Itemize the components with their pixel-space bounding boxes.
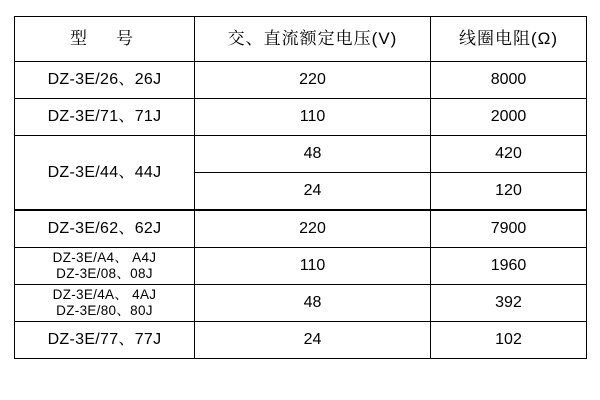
- cell-resistance: 392: [431, 285, 587, 322]
- table-row: [15, 285, 587, 322]
- cell-voltage: 220: [195, 62, 431, 99]
- cell-model: DZ-3E/44、44J: [15, 136, 195, 211]
- cell-voltage: 110: [195, 248, 431, 285]
- column-header-model: 型 号: [15, 17, 195, 62]
- cell-model: DZ-3E/62、62J: [15, 210, 195, 248]
- cell-voltage: 48: [195, 136, 431, 173]
- cell-resistance: 120: [431, 173, 587, 211]
- cell-model: [15, 285, 195, 322]
- cell-model: [15, 248, 195, 285]
- table-head: [15, 17, 587, 62]
- relay-spec-table: [14, 16, 587, 359]
- table-header-row: [15, 17, 587, 62]
- table-row: [15, 248, 587, 285]
- table-row: [15, 210, 587, 248]
- spec-table-wrapper: [14, 16, 586, 359]
- table-row: [15, 322, 587, 359]
- cell-voltage: 220: [195, 210, 431, 248]
- table-row: [15, 99, 587, 136]
- cell-resistance: 1960: [431, 248, 587, 285]
- cell-voltage: 110: [195, 99, 431, 136]
- cell-resistance: 7900: [431, 210, 587, 248]
- cell-voltage: 24: [195, 322, 431, 359]
- cell-model-line-1: DZ-3E/4A、 4AJ: [52, 287, 157, 303]
- table-row: [15, 136, 587, 173]
- cell-voltage: 24: [195, 173, 431, 211]
- cell-model: DZ-3E/71、71J: [15, 99, 195, 136]
- cell-voltage: 48: [195, 285, 431, 322]
- column-header-voltage: 交、直流额定电压(V): [195, 17, 431, 62]
- cell-model-line-1: DZ-3E/A4、 A4J: [52, 250, 157, 266]
- cell-model-line-2: DZ-3E/80、80J: [56, 303, 153, 318]
- table-row: [15, 62, 587, 99]
- cell-model: DZ-3E/77、77J: [15, 322, 195, 359]
- column-header-resistance: 线圈电阻(Ω): [431, 17, 587, 62]
- cell-resistance: 2000: [431, 99, 587, 136]
- cell-resistance: 102: [431, 322, 587, 359]
- cell-resistance: 8000: [431, 62, 587, 99]
- table-body: [15, 62, 587, 359]
- cell-model-line-2: DZ-3E/08、08J: [56, 266, 153, 281]
- cell-resistance: 420: [431, 136, 587, 173]
- cell-model: DZ-3E/26、26J: [15, 62, 195, 99]
